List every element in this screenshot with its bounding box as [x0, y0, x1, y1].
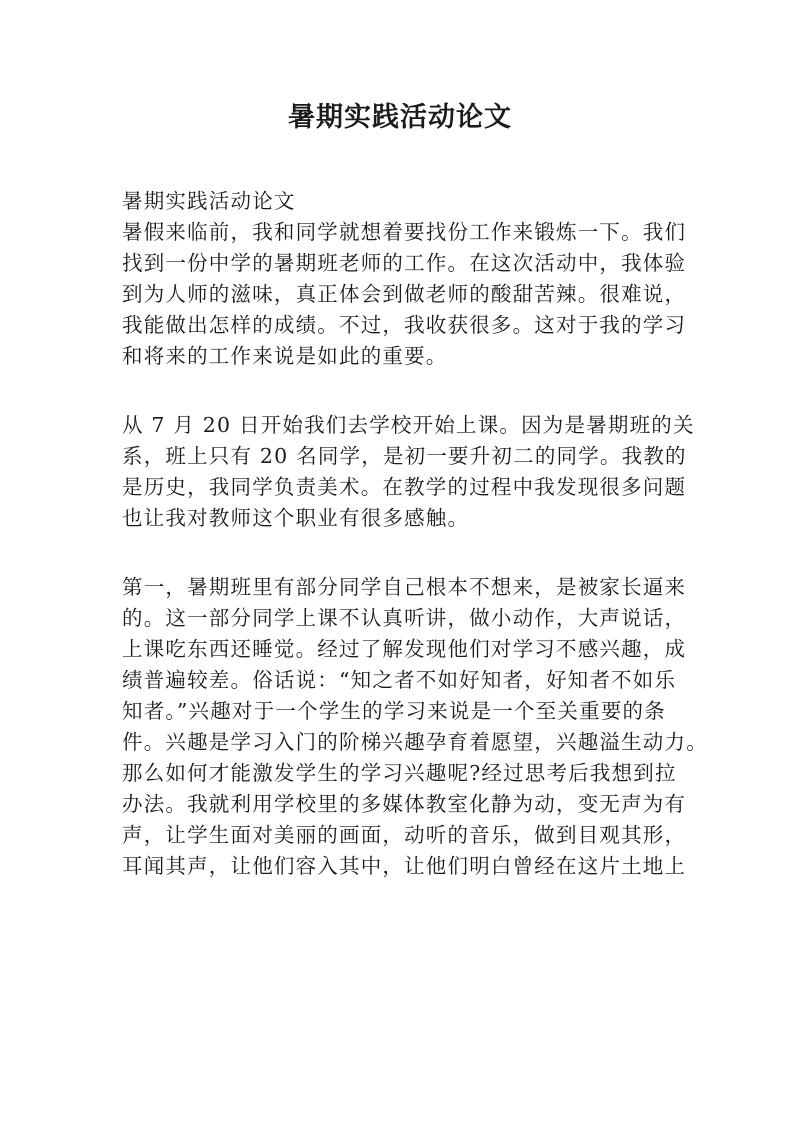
text-line: 的。这一部分同学上课不认真听讲，做小动作，大声说话， — [122, 606, 687, 630]
paragraph-spacer — [122, 534, 694, 572]
text-line: 和将来的工作来说是如此的重要。 — [122, 344, 448, 368]
paragraph-2 — [122, 410, 694, 534]
document-body — [122, 186, 708, 882]
text-line: 也让我对教师这个职业有很多感触。 — [122, 506, 470, 530]
paragraph-1 — [122, 186, 694, 372]
text-line: 第一，暑期班里有部分同学自己根本不想来，是被家长逼来 — [122, 575, 687, 599]
text-line: 上课吃东西还睡觉。经过了解发现他们对学习不感兴趣，成 — [122, 637, 687, 661]
text-line: 声，让学生面对美丽的画面，动听的音乐，做到目观其形， — [122, 823, 687, 847]
document-title: 暑期实践活动论文 — [288, 102, 512, 133]
text-line: 件。兴趣是学习入门的阶梯兴趣孕育着愿望，兴趣溢生动力。 — [122, 730, 708, 754]
text-line: 系，班上只有 20 名同学，是初一要升初二的同学。我教的 — [122, 444, 687, 468]
text-line: 暑假来临前，我和同学就想着要找份工作来锻炼一下。我们 — [122, 220, 687, 244]
paragraph-3 — [122, 572, 708, 882]
text-line: 暑期实践活动论文 — [122, 189, 296, 213]
text-line: 我能做出怎样的成绩。不过，我收获很多。这对于我的学习 — [122, 313, 687, 337]
text-line: 那么如何才能激发学生的学习兴趣呢?经过思考后我想到拉 — [122, 761, 677, 785]
text-line: 耳闻其声，让他们容入其中，让他们明白曾经在这片土地上 — [122, 854, 687, 878]
text-line: 找到一份中学的暑期班老师的工作。在这次活动中，我体验 — [122, 251, 687, 275]
text-line: 是历史，我同学负责美术。在教学的过程中我发现很多问题 — [122, 475, 687, 499]
text-line: 绩普遍较差。俗话说：“知之者不如好知者，好知者不如乐 — [122, 668, 677, 692]
text-line: 从 7 月 20 日开始我们去学校开始上课。因为是暑期班的关 — [122, 413, 695, 437]
paragraph-spacer — [122, 372, 694, 410]
text-line: 知者。”兴趣对于一个学生的学习来说是一个至关重要的条 — [122, 699, 666, 723]
text-line: 办法。我就利用学校里的多媒体教室化静为动，变无声为有 — [122, 792, 687, 816]
text-line: 到为人师的滋味，真正体会到做老师的酸甜苦辣。很难说， — [122, 282, 687, 306]
